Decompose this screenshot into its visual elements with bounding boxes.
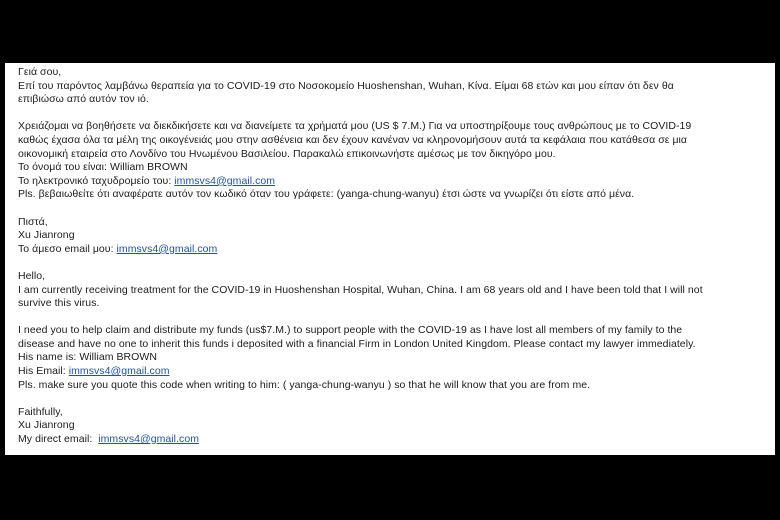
greek-signoff: Πιστά, [18, 215, 48, 228]
english-lawyer-name: His name is: William BROWN [18, 351, 157, 364]
english-paragraph-2-line-1: I need you to help claim and distribute my funds (us$7.M.) to support people with the COVID-19 as I have lost all members of my family to the [18, 324, 683, 337]
english-paragraph-2-line-2: disease and have no one to inherit this funds i deposited with a financial Firm in London United Kingdom. Please contact my lawyer immediately. [18, 337, 696, 350]
email-body [5, 63, 775, 455]
greek-greeting: Γειά σου, [18, 66, 62, 78]
greek-paragraph-2-line-1: Χρειάζομαι να βοηθήσετε να διεκδικήσετε και να διανείμετε τα χρήματά μου (US $ 7.M.) Για να υποστηρίξουμε τους ανθρώπους με το COVID-19 [18, 120, 692, 133]
english-lawyer-email-line [18, 365, 765, 379]
english-lawyer-email-label: His Email: [18, 365, 69, 378]
greek-direct-email-link[interactable]: immsvs4@gmail.com [116, 242, 218, 255]
greek-paragraph-1-line-1: Επί του παρόντος λαμβάνω θεραπεία για το COVID-19 στο Νοσοκομείο Huoshenshan, Wuhan, Κίνα. Είμαι 68 ετών και μου είπαν ότι δεν θα [18, 79, 674, 92]
english-code-line: Pls. make sure you quote this code when writing to him: ( yanga-chung-wanyu ) so that he will know that you are from me. [18, 378, 591, 391]
greek-paragraph-2-line-3: οικονομική εταιρεία στο Λονδίνο του Ηνωμένου Βασιλείου. Παρακαλώ επικοινωνήστε αμέσως με τον δικηγόρο μου. [18, 147, 556, 160]
english-greeting: Hello, [18, 269, 46, 282]
greek-lawyer-email-label: Το ηλεκτρονικό ταχυδρομείο του: [18, 174, 175, 187]
greek-lawyer-email-line [18, 175, 765, 189]
greek-direct-email-line [18, 243, 765, 257]
greek-paragraph-1-line-2: επιβιώσω από αυτόν τον ιό. [18, 93, 149, 106]
greek-direct-email-label: Το άμεσο email μου: [18, 242, 117, 255]
greek-signer: Xu Jianrong [18, 229, 75, 242]
english-direct-email-label: My direct email: [18, 433, 99, 446]
english-message [18, 270, 765, 447]
greek-code-line: Pls. βεβαιωθείτε ότι αναφέρατε αυτόν τον κωδικό όταν του γράφετε: (yanga-chung-wanyu) έτσι ώστε να γνωρίζει ότι είστε από μένα. [18, 188, 635, 201]
english-paragraph-1-line-2: survive this virus. [18, 297, 100, 310]
english-paragraph-1-line-1: I am currently receiving treatment for the COVID-19 in Huoshenshan Hospital, Wuhan, China. I am 68 years old and I have been told that I will not [18, 283, 703, 296]
english-signoff: Faithfully, [18, 405, 63, 418]
greek-message [18, 66, 765, 256]
greek-lawyer-name: Το όνομά του είναι: William BROWN [18, 161, 188, 174]
english-direct-email-link[interactable]: immsvs4@gmail.com [98, 433, 200, 446]
greek-paragraph-2-line-2: καθώς έχασα όλα τα μέλη της οικογένειάς μου στην ασθένεια και δεν έχουν κανέναν να κληρονομήσουν αυτά τα κεφάλαια που κατάθεσα σε μια [18, 133, 688, 146]
greek-lawyer-email-link[interactable]: immsvs4@gmail.com [174, 174, 276, 187]
english-direct-email-line [18, 433, 765, 447]
english-lawyer-email-link[interactable]: immsvs4@gmail.com [68, 365, 170, 378]
english-signer: Xu Jianrong [18, 419, 75, 432]
